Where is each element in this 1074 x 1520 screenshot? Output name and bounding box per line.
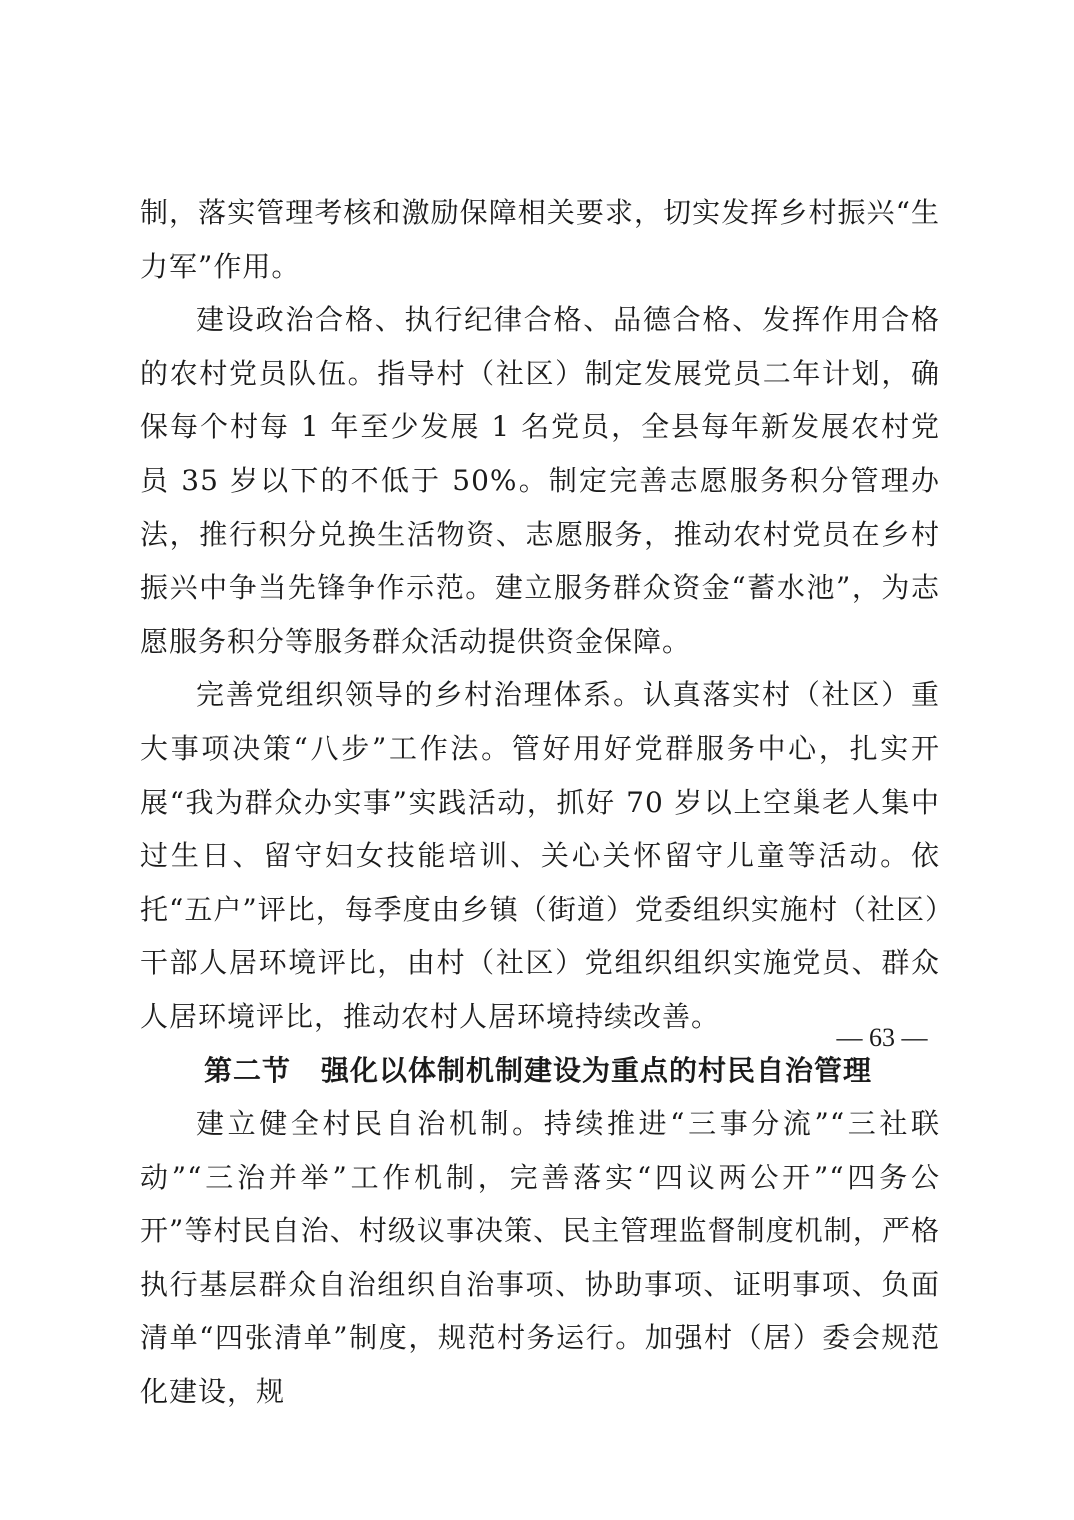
page-number: — 63 — xyxy=(836,1023,928,1052)
paragraph-villager-autonomy: 建立健全村民自治机制。持续推进“三事分流”“三社联动”“三治并举”工作机制，完善落实“四议两公开”“四务公开”等村民自治、村级议事决策、民主管理监督制度机制，严格执行基层群众自治组织自治事项、协助事项、证明事项、负面清单“四张清单”制度，规范村务运行。加强村（居）委会规范化建设，规 xyxy=(140,1107,940,1409)
body-text xyxy=(140,186,940,1419)
document-page xyxy=(140,0,940,1520)
section-number: 第二节 xyxy=(204,1053,292,1087)
paragraph-party-members: 建设政治合格、执行纪律合格、品德合格、发挥作用合格的农村党员队伍。指导村（社区）制定发展党员二年计划，确保每个村每 1 年至少发展 1 名党员，全县每年新发展农村党员 35 岁以下的不低于 50%。制定完善志愿服务积分管理办法，推行积分兑换生活物资、志愿服务，推动农村党员在乡村振兴中争当先锋争作示范。建立服务群众资金“蓄水池”，为志愿服务积分等服务群众活动提供资金保障。 xyxy=(140,303,940,658)
section-title: 强化以体制机制建设为重点的村民自治管理 xyxy=(321,1053,873,1087)
paragraph-continuation: 制，落实管理考核和激励保障相关要求，切实发挥乡村振兴“生力军”作用。 xyxy=(140,196,940,283)
paragraph-rural-governance: 完善党组织领导的乡村治理体系。认真落实村（社区）重大事项决策“八步”工作法。管好用好党群服务中心，扎实开展“我为群众办实事”实践活动，抓好 70 岁以上空巢老人集中过生日、留守妇女技能培训、关心关怀留守儿童等活动。依托“五户”评比，每季度由乡镇（街道）党委组织实施村（社区）干部人居环境评比，由村（社区）党组织组织实施党员、群众人居环境评比，推动农村人居环境持续改善。 xyxy=(140,678,940,1033)
